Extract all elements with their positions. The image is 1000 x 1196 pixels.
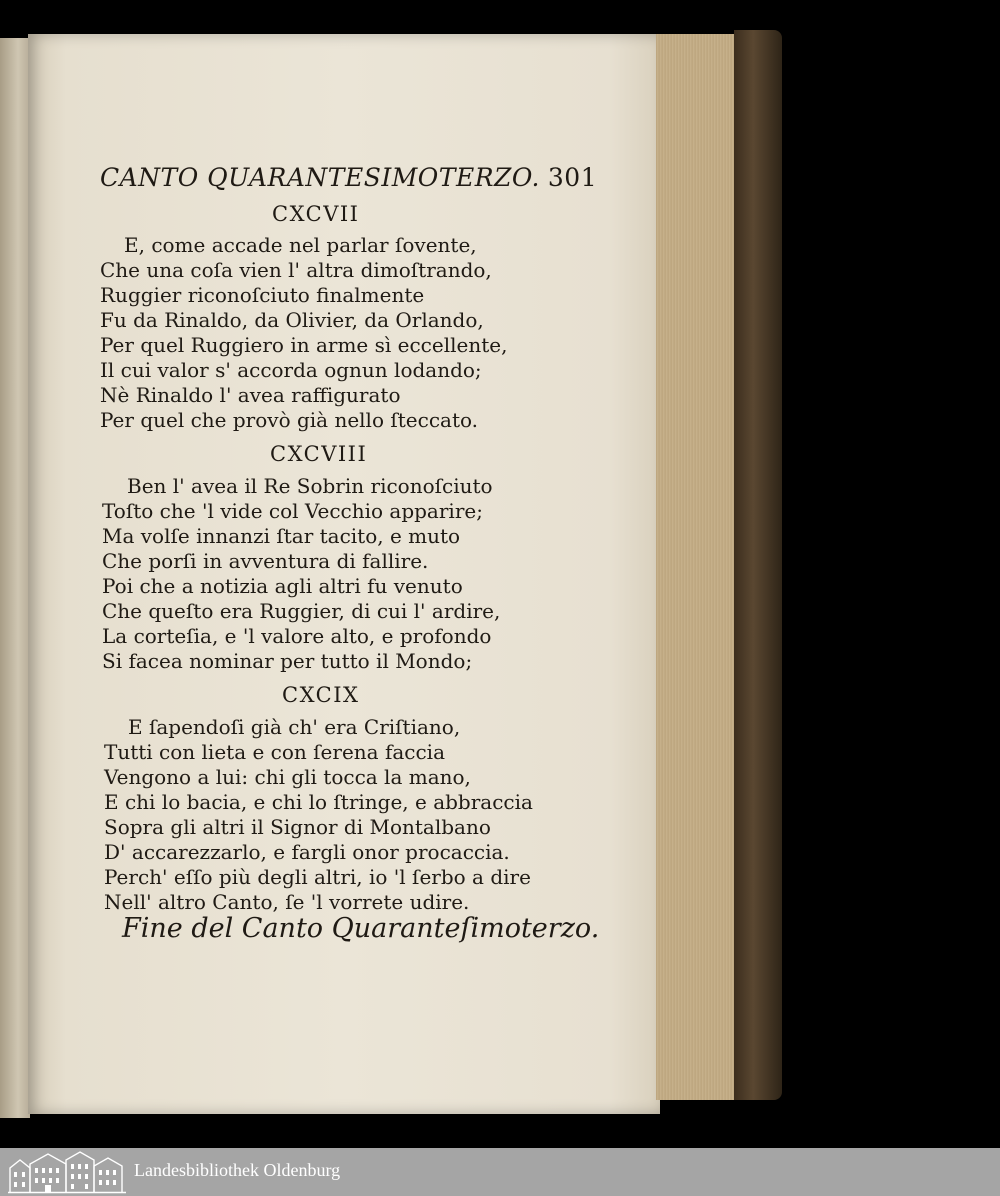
verse-line: Che una coſa vien l' altra dimoſtrando, xyxy=(100,258,492,282)
verse-line: D' accarezzarlo, e fargli onor procaccia. xyxy=(104,840,510,864)
verse-line: Che queſto era Ruggier, di cui l' ardire, xyxy=(102,599,501,623)
verse-line: Sopra gli altri il Signor di Montalbano xyxy=(104,815,491,839)
left-page-edge xyxy=(0,38,30,1118)
verse-line: Nell' altro Canto, ſe 'l vorrete udire. xyxy=(104,890,470,914)
verse-line: Tutti con lieta e con ſerena faccia xyxy=(104,740,445,764)
library-building-icon xyxy=(8,1150,126,1194)
footer-bar xyxy=(0,1148,1000,1196)
verse-line: Poi che a notizia agli altri fu venuto xyxy=(102,574,463,598)
stanza-number: CXCVII xyxy=(272,202,360,226)
verse-line: Perch' eſſo più degli altri, io 'l ſerbo a dire xyxy=(104,865,531,889)
verse-line: Nè Rinaldo l' avea raffigurato xyxy=(100,383,401,407)
verse-line: Il cui valor s' accorda ognun lodando; xyxy=(100,358,482,382)
verse-line: La corteſia, e 'l valore alto, e profondo xyxy=(102,624,492,648)
verse-line: Vengono a lui: chi gli tocca la mano, xyxy=(104,765,471,789)
book-cover xyxy=(734,30,782,1100)
running-head xyxy=(100,163,597,192)
verse-line: Ruggier riconoſciuto finalmente xyxy=(100,283,425,307)
running-head-title: CANTO QUARANTESIMOTERZO. xyxy=(100,163,540,192)
verse-line: Ben l' avea il Re Sobrin riconoſciuto xyxy=(127,474,493,498)
stanza-number: CXCVIII xyxy=(270,442,368,466)
verse-line: Toſto che 'l vide col Vecchio apparire; xyxy=(102,499,483,523)
closing-line: Fine del Canto Quaranteſimoterzo. xyxy=(122,913,600,944)
verse-line: E chi lo bacia, e chi lo ſtringe, e abbraccia xyxy=(104,790,533,814)
verse-line: Per quel che provò già nello ſteccato. xyxy=(100,408,479,432)
page-number: 301 xyxy=(547,163,598,192)
verse-line: Che porſi in avventura di fallire. xyxy=(102,549,429,573)
stanza-number: CXCIX xyxy=(282,683,360,707)
verse-line: Ma volſe innanzi ſtar tacito, e muto xyxy=(102,524,461,548)
library-name: Landesbibliothek Oldenburg xyxy=(134,1160,341,1180)
verse-line: Per quel Ruggiero in arme sì eccellente, xyxy=(100,333,508,357)
verse-line: Fu da Rinaldo, da Olivier, da Orlando, xyxy=(100,308,484,332)
verse-line: E ſapendoſi già ch' era Criſtiano, xyxy=(128,715,461,739)
page-edges xyxy=(656,34,736,1100)
verse-line: E, come accade nel parlar ſovente, xyxy=(124,233,477,257)
verse-line: Si facea nominar per tutto il Mondo; xyxy=(102,649,473,673)
